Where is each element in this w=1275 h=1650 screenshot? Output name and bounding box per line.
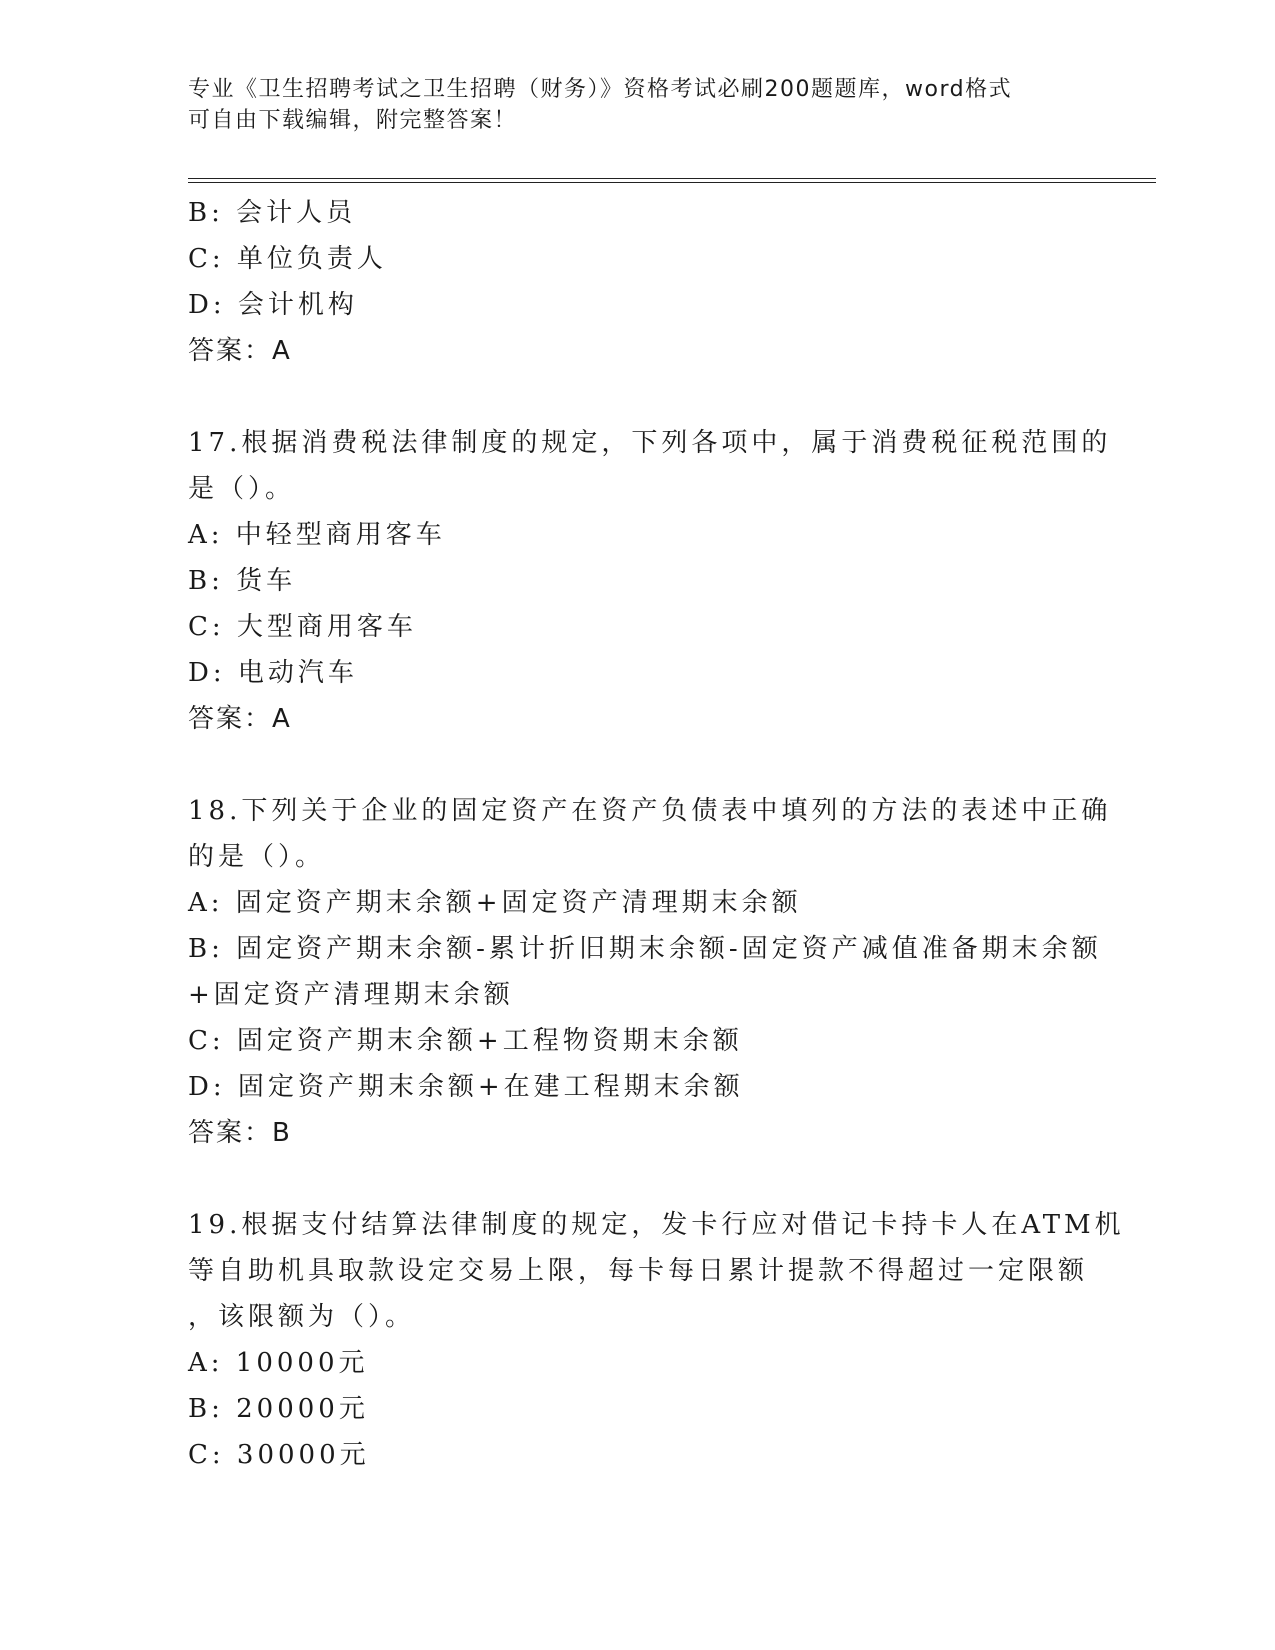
question-stem-line: 的是（）。 — [188, 842, 326, 872]
option-a: A: 10000元 — [188, 1348, 369, 1378]
question-list — [188, 190, 1125, 1478]
question-stem-line: ，该限额为（）。 — [188, 1302, 416, 1332]
question-stem-line: 18.下列关于企业的固定资产在资产负债表中填列的方法的表述中正确 — [188, 796, 1112, 826]
question-19 — [188, 1202, 1125, 1478]
option-b-continued: +固定资产清理期末余额 — [188, 980, 514, 1010]
answer-line: 答案：A — [188, 704, 292, 734]
question-18 — [188, 788, 1112, 1156]
option-b: B: 货车 — [188, 566, 297, 596]
spacer — [188, 1156, 1068, 1202]
question-stem-line: 17.根据消费税法律制度的规定，下列各项中，属于消费税征税范围的 — [188, 428, 1112, 458]
option-b: B: 会计人员 — [188, 198, 357, 228]
option-a: A: 中轻型商用客车 — [188, 520, 446, 550]
option-d: D: 固定资产期末余额+在建工程期末余额 — [188, 1072, 744, 1102]
question-16-tail — [188, 190, 1068, 374]
option-c: C: 大型商用客车 — [188, 612, 417, 642]
header-line-1: 专业《卫生招聘考试之卫生招聘（财务）》资格考试必刷200题题库，word格式 — [188, 77, 1013, 102]
page-header — [188, 74, 1088, 136]
question-stem-line: 等自助机具取款设定交易上限，每卡每日累计提款不得超过一定限额 — [188, 1256, 1089, 1286]
question-stem-line: 是（）。 — [188, 474, 296, 504]
header-line-2: 可自由下载编辑，附完整答案！ — [188, 108, 518, 133]
question-stem-line: 19.根据支付结算法律制度的规定，发卡行应对借记卡持卡人在ATM机 — [188, 1210, 1125, 1240]
question-17 — [188, 420, 1112, 742]
option-b: B: 20000元 — [188, 1394, 369, 1424]
option-d: D: 会计机构 — [188, 290, 358, 320]
answer-line: 答案：A — [188, 336, 292, 366]
spacer — [188, 742, 1068, 788]
option-d: D: 电动汽车 — [188, 658, 358, 688]
option-b: B: 固定资产期末余额-累计折旧期末余额-固定资产减值准备期末余额 — [188, 934, 1102, 964]
spacer — [188, 374, 1068, 420]
header-divider — [188, 178, 1156, 183]
option-a: A: 固定资产期末余额+固定资产清理期末余额 — [188, 888, 802, 918]
option-c: C: 单位负责人 — [188, 244, 387, 274]
answer-line: 答案：B — [188, 1118, 292, 1148]
option-c: C: 固定资产期末余额+工程物资期末余额 — [188, 1026, 743, 1056]
option-c: C: 30000元 — [188, 1440, 370, 1470]
